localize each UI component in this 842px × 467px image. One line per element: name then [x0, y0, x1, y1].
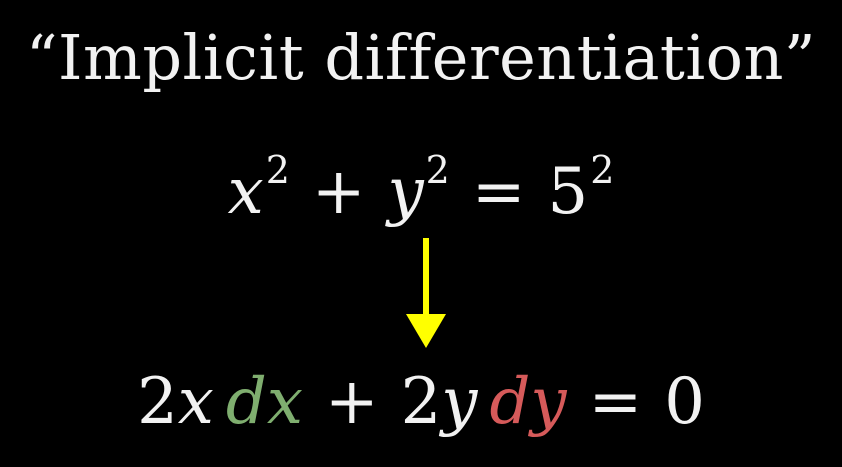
- variable-x: x: [227, 155, 264, 229]
- equals-sign: =: [588, 365, 643, 439]
- variable-x: x: [177, 365, 214, 439]
- rhs-exponent: 2: [590, 148, 615, 192]
- slide-title: “Implicit differentiation”: [25, 21, 817, 94]
- exponent-y: 2: [425, 148, 450, 192]
- equals-sign: =: [471, 155, 526, 229]
- differentiated-equation: [0, 362, 842, 442]
- differential-dx: dx: [225, 365, 303, 439]
- variable-y: y: [441, 365, 478, 439]
- exponent-x: 2: [265, 148, 290, 192]
- coefficient-2y: 2: [400, 365, 442, 439]
- arrow-shaft: [423, 238, 429, 318]
- differential-dy: dy: [489, 365, 567, 439]
- arrow-head: [406, 314, 446, 348]
- circle-equation: [0, 130, 842, 232]
- rhs-base: 5: [547, 155, 589, 229]
- plus-sign: +: [311, 155, 366, 229]
- down-arrow-icon: [404, 238, 448, 350]
- rhs-zero: 0: [664, 365, 705, 439]
- plus-sign: +: [324, 365, 379, 439]
- coefficient-2x: 2: [137, 365, 178, 439]
- variable-y: y: [387, 155, 424, 229]
